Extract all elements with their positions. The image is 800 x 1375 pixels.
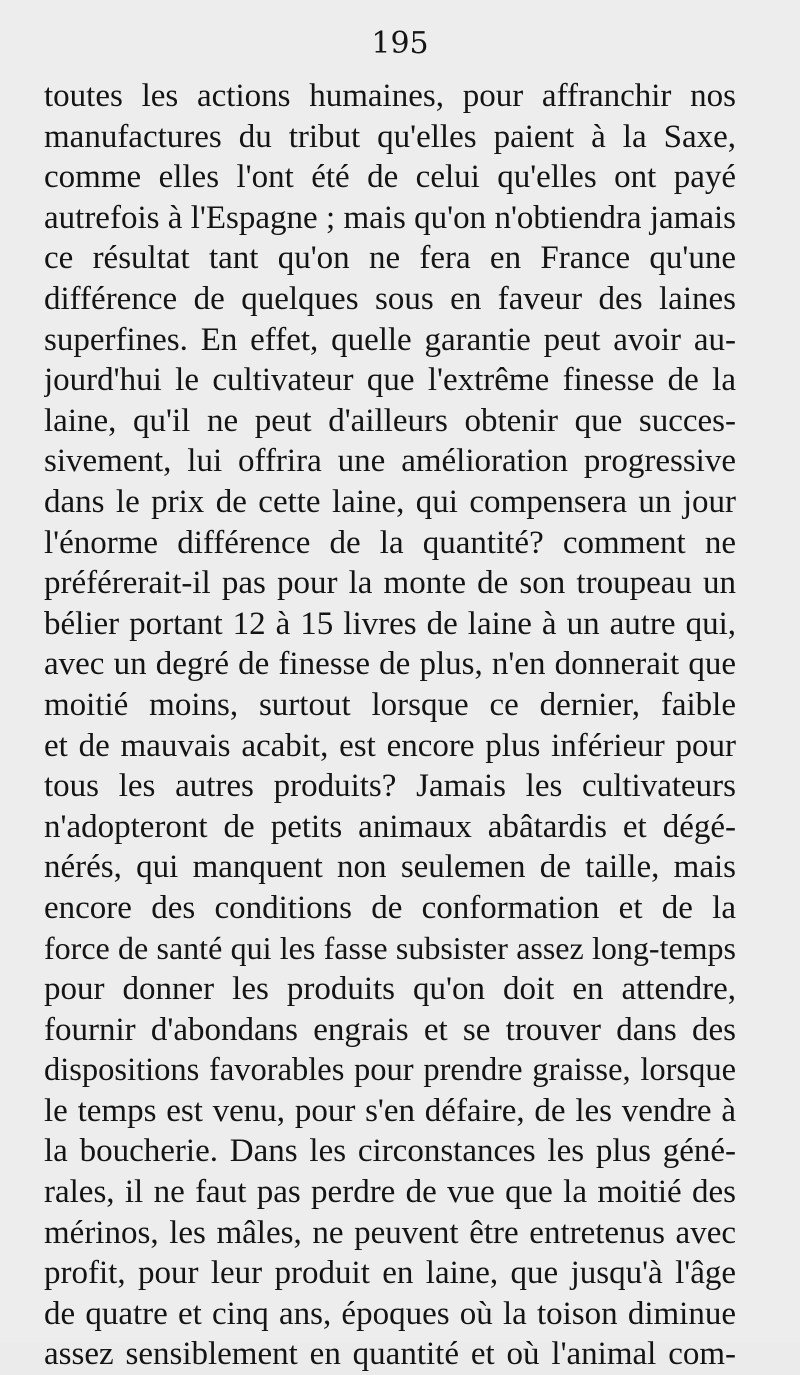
text-line: préférerait-il pas pour la monte de son troupeau un [44,565,736,602]
text-line: la boucherie. Dans les circonstances les plus géné- [44,1133,736,1170]
text-line: sivement, lui offrira une amélioration progressive [44,443,736,480]
text-line: fournir d'abondans engrais et se trouver dans des [44,1011,736,1048]
text-line: et de mauvais acabit, est encore plus inférieur pour [44,727,736,764]
body-text [44,76,736,1375]
page-number: 195 [371,26,429,61]
text-line: bélier portant 12 à 15 livres de laine à un autre qui, [44,605,736,642]
text-line: rales, il ne faut pas perdre de vue que la moitié des [44,1174,736,1211]
text-line: l'énorme différence de la quantité? comment ne [44,524,736,561]
text-line: pour donner les produits qu'on doit en attendre, [44,971,736,1008]
text-line: assez sensiblement en quantité et où l'animal com- [44,1336,736,1373]
text-line: dispositions favorables pour prendre graisse, lorsque [44,1052,736,1089]
text-line: autrefois à l'Espagne ; mais qu'on n'obtiendra jamais [44,199,736,236]
text-line: encore des conditions de conformation et de la [44,889,736,926]
text-line: moitié moins, surtout lorsque ce dernier, faible [44,686,736,723]
text-line: manufactures du tribut qu'elles paient à la Saxe, [44,118,736,155]
text-line: ce résultat tant qu'on ne fera en France qu'une [44,240,736,277]
text-line: toutes les actions humaines, pour affranchir nos [44,78,736,114]
text-line: nérés, qui manquent non seulemen de taille, mais [44,849,736,886]
text-line: de quatre et cinq ans, époques où la toison diminue [44,1295,736,1332]
text-line: avec un degré de finesse de plus, n'en donnerait que [44,646,736,683]
text-line: n'adopteront de petits animaux abâtardis et dégé- [44,808,736,845]
text-line: profit, pour leur produit en laine, que jusqu'à l'âge [44,1255,736,1292]
text-line: le temps est venu, pour s'en défaire, de les vendre à [44,1092,736,1129]
text-line: laine, qu'il ne peut d'ailleurs obtenir que succes- [44,402,736,439]
text-line: mérinos, les mâles, ne peuvent être entretenus avec [44,1214,736,1251]
text-line: jourd'hui le cultivateur que l'extrême finesse de la [44,362,736,399]
text-line: comme elles l'ont été de celui qu'elles ont payé [44,159,736,196]
text-line: tous les autres produits? Jamais les cultivateurs [44,768,736,805]
text-line: force de santé qui les fasse subsister assez long-temps [44,930,736,967]
text-line: dans le prix de cette laine, qui compensera un jour [44,483,736,520]
text-line: superfines. En effet, quelle garantie peut avoir au- [44,321,736,358]
text-line: différence de quelques sous en faveur des laines [44,280,736,317]
